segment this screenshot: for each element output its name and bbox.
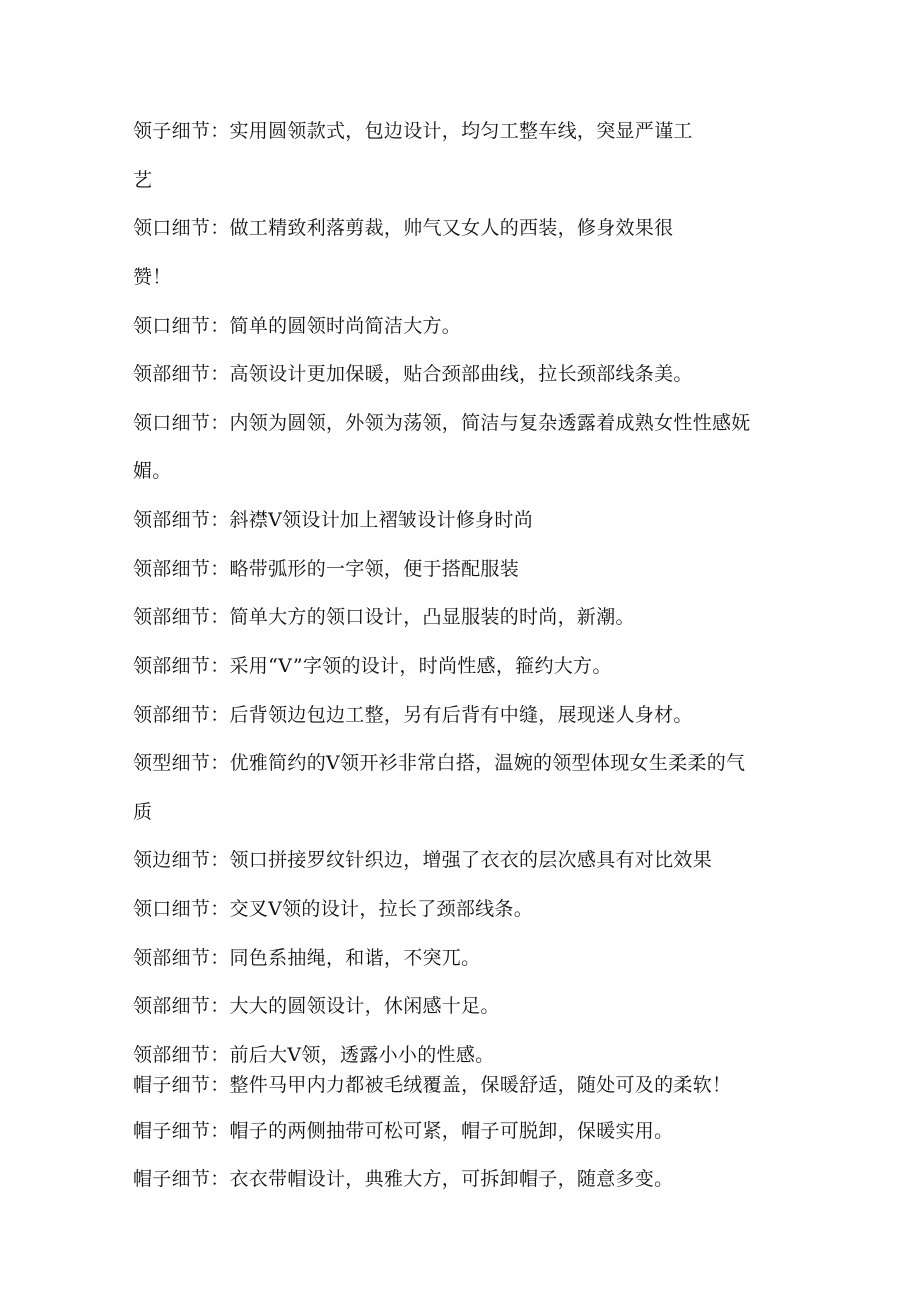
- text-line: 领部细节：大大的圆领设计，休闲感十足。: [133, 995, 500, 1017]
- text-line: 领口细节：内领为圆领，外领为荡领，简洁与复杂透露着成熟女性性感妩: [133, 412, 751, 434]
- text-line: 领部细节：同色系抽绳，和谐，不突兀。: [133, 947, 481, 969]
- text-line: 领部细节：采用“V”字领的设计，时尚性感，箍约大方。: [133, 655, 612, 677]
- text-line: 领部细节：斜襟V领设计加上褶皱设计修身时尚: [133, 509, 534, 531]
- text-line: 帽子细节：衣衣带帽设计，典雅大方，可拆卸帽子，随意多变。: [133, 1168, 674, 1190]
- text-line: 领口细节：交叉V领的设计，拉长了颈部线条。: [133, 898, 534, 920]
- text-line: 帽子细节：帽子的两侧抽带可松可紧，帽子可脱卸，保暖实用。: [133, 1120, 674, 1142]
- text-line: 媚。: [133, 460, 172, 482]
- text-line: 领子细节：实用圆领款式，包边设计，均匀工整车线，突显严谨工: [133, 120, 693, 142]
- text-line: 领边细节：领口拼接罗纹针织边，增强了衣衣的层次感具有对比效果: [133, 849, 713, 871]
- text-line: 领部细节：前后大V领，透露小小的性感。: [133, 1044, 495, 1066]
- text-line: 艺: [133, 169, 153, 191]
- text-line: 领部细节：后背领边包边工整，另有后背有中缝，展现迷人身材。: [133, 704, 693, 726]
- text-line: 领部细节：简单大方的领口设计，凸显服装的时尚，新潮。: [133, 606, 635, 628]
- text-line: 领部细节：高领设计更加保暖，贴合颈部曲线，拉长颈部线条美。: [133, 363, 693, 385]
- text-line: 领口细节：简单的圆领时尚简洁大方。: [133, 315, 462, 337]
- text-line: 领口细节：做工精致利落剪裁，帅气又女人的西装，修身效果很: [133, 217, 674, 239]
- text-line: 帽子细节：整件马甲内力都被毛绒覆盖，保暖舒适，随处可及的柔软！: [133, 1074, 732, 1096]
- text-line: 领型细节：优雅简约的V领开衫非常白搭，温婉的领型体现女生柔柔的气: [133, 752, 746, 774]
- text-line: 领部细节：略带弧形的一字领，便于搭配服装: [133, 558, 520, 580]
- text-line: 赞！: [133, 266, 172, 288]
- text-line: 质: [133, 801, 153, 823]
